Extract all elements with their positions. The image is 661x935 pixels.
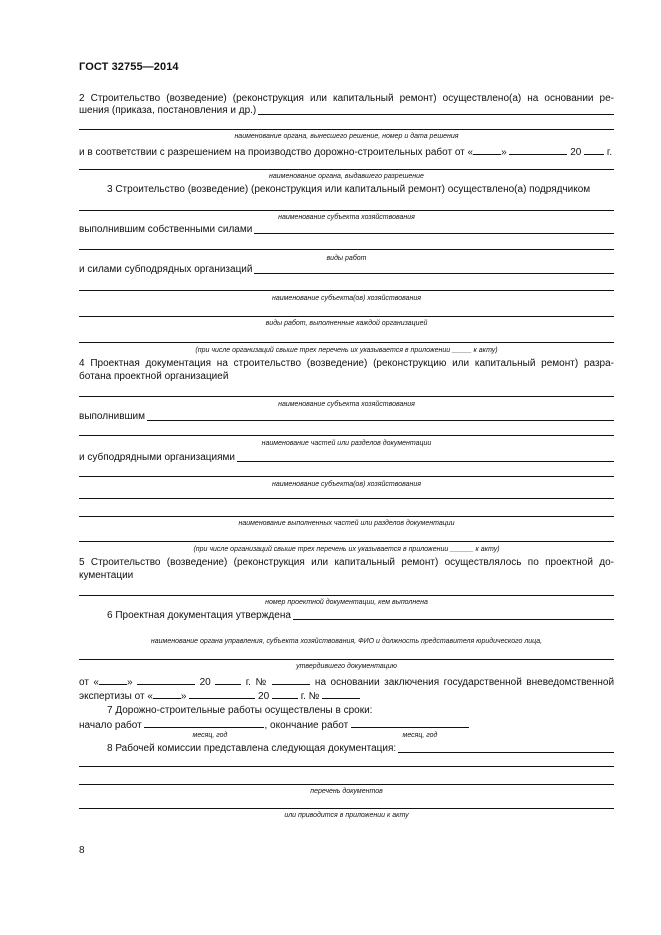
s6-caption-authority: наименование органа управления, субъекта хозяйствования, ФИО и должность представителя юридического лица, xyxy=(150,638,543,645)
s4-line1: 4 Проектная документация на строительство (возведение) (реконструкцию или капитальный ремонт) разра- xyxy=(79,358,614,369)
s6-caption-approver: утвердившего документацию xyxy=(296,663,397,670)
s6-expertise-row xyxy=(79,689,360,703)
s6-expertise-number-field[interactable] xyxy=(322,689,360,699)
s3-caption-appendix: (при числе организаций свыше трех перечень их указывается в приложении _____ к акту) xyxy=(195,347,498,354)
s2-permit-year-suffix: г. xyxy=(606,147,613,158)
s8-docs-label: 8 Рабочей комиссии представлена следующая документация: xyxy=(107,743,397,754)
s4-performed-field[interactable] xyxy=(147,420,614,421)
s3-line1: 3 Строительство (возведение) (реконструкция или капитальный ремонт) осуществлено(а) подрядчиком xyxy=(107,184,591,195)
s2-permit-day-field[interactable] xyxy=(473,145,501,155)
s7-end-label: , окончание работ xyxy=(264,720,349,731)
s4-entities-field[interactable] xyxy=(79,498,614,499)
s6-expertise-day-field[interactable] xyxy=(153,689,181,699)
s6-approver-field[interactable] xyxy=(79,659,614,660)
s8-docs-field-3[interactable] xyxy=(79,784,614,785)
s2-permit-year-field[interactable] xyxy=(584,145,604,155)
s3-caption-entities: наименование субъекта(ов) хозяйствования xyxy=(272,295,421,302)
s8-docs-field-4[interactable] xyxy=(79,808,614,809)
s2-permit-row xyxy=(79,145,612,159)
s6-date-row xyxy=(79,675,614,689)
s6-expertise-year-field[interactable] xyxy=(272,689,298,699)
s3-caption-works: виды работ xyxy=(326,255,367,262)
s2-permit-authority-field[interactable] xyxy=(79,169,614,170)
s6-expertise-century: 20 xyxy=(258,691,270,702)
s6-approved-label: 6 Проектная документация утверждена xyxy=(107,610,291,621)
s3-caption-works-each: виды работ, выполненные каждой организацией xyxy=(265,320,428,327)
s5-project-doc-field[interactable] xyxy=(79,595,614,596)
s4-design-org-field[interactable] xyxy=(79,396,614,397)
s6-date-prefix: от « xyxy=(79,677,99,688)
s3-own-forces-field[interactable] xyxy=(254,233,614,234)
s2-permit-quote: » xyxy=(501,147,507,158)
s4-subcontract-field[interactable] xyxy=(237,461,614,462)
s5-line1: 5 Строительство (возведение) (реконструкция или капитальный ремонт) осуществлялось по проектной до- xyxy=(79,557,614,568)
s4-parts-field[interactable] xyxy=(79,435,614,436)
s3-contractor-field[interactable] xyxy=(79,210,614,211)
s7-end-field[interactable] xyxy=(351,718,469,728)
s6-basis-text: на основании заключения государственной вневедомственной xyxy=(314,677,615,688)
s3-works-each-field-2[interactable] xyxy=(79,342,614,343)
s2-line2-row xyxy=(79,105,614,117)
s7-line1: 7 Дорожно-строительные работы осуществлены в сроки: xyxy=(107,705,373,716)
s5-line2: кументации xyxy=(79,570,134,581)
s4-caption-entities: наименование субъекта(ов) хозяйствования xyxy=(272,481,421,488)
s3-works-field[interactable] xyxy=(79,249,614,250)
s4-subcontract-field-2[interactable] xyxy=(79,476,614,477)
s8-docs-field[interactable] xyxy=(398,752,614,753)
s6-expertise-month-field[interactable] xyxy=(189,689,255,699)
s6-date-day-field[interactable] xyxy=(99,675,127,685)
s6-expertise-quote: » xyxy=(180,691,187,702)
s2-permit-month-field[interactable] xyxy=(509,145,567,155)
s2-decision-field[interactable] xyxy=(258,114,614,115)
s4-subcontract-label: и субподрядными организациями xyxy=(79,452,236,463)
s4-subcontract-row xyxy=(79,452,614,464)
s3-caption-entity: наименование субъекта хозяйствования xyxy=(278,214,415,221)
s3-own-forces-label: выполнившим собственными силами xyxy=(79,224,253,235)
s4-parts-done-field[interactable] xyxy=(79,516,614,517)
s6-date-year-field[interactable] xyxy=(215,675,241,685)
s6-date-century: 20 xyxy=(199,677,211,688)
s5-caption-project-doc: номер проектной документации, кем выполнена xyxy=(265,599,428,606)
s6-approved-field[interactable] xyxy=(293,619,614,620)
s6-date-number-label: г. № xyxy=(245,677,268,688)
s4-caption-appendix: (при числе организаций свыше трех перечень их указывается в приложении ______ к акту) xyxy=(193,546,500,553)
page-number: 8 xyxy=(79,845,85,856)
s2-permit-text: и в соответствии с разрешением на производство дорожно-строительных работ от « xyxy=(79,147,474,158)
s4-performed-row xyxy=(79,411,614,423)
s8-docs-field-2[interactable] xyxy=(79,766,614,767)
s4-caption-entity: наименование субъекта хозяйствования xyxy=(278,401,415,408)
s6-approved-row xyxy=(107,610,614,622)
s7-start-field[interactable] xyxy=(144,718,264,728)
s4-parts-done-field-2[interactable] xyxy=(79,541,614,542)
s7-start-label: начало работ xyxy=(79,720,142,731)
s3-subcontract-field-2[interactable] xyxy=(79,290,614,291)
s4-caption-parts: наименование частей или разделов документации xyxy=(261,440,432,447)
s2-line1: 2 Строительство (возведение) (реконструкция или капитальный ремонт) осуществлено(а) на основании ре- xyxy=(79,93,614,104)
s6-date-quote: » xyxy=(126,677,133,688)
s2-caption-decision: наименование органа, вынесшего решение, номер и дата решения xyxy=(234,133,459,140)
s4-performed-label: выполнившим xyxy=(79,411,145,422)
s4-caption-parts-done: наименование выполненных частей или разделов документации xyxy=(238,520,455,527)
s8-caption-docs: перечень документов xyxy=(310,788,383,795)
s6-expertise-prefix: экспертизы от « xyxy=(79,691,153,702)
standard-title: ГОСТ 32755—2014 xyxy=(79,61,179,73)
s2-permit-century: 20 xyxy=(570,147,582,158)
s2-decision-field-2[interactable] xyxy=(79,129,614,130)
s6-date-number-field[interactable] xyxy=(272,675,310,685)
s7-dates-row xyxy=(79,718,469,732)
s7-caption-start: месяц, год xyxy=(192,732,228,739)
s3-subcontract-row xyxy=(79,264,614,276)
s8-caption-appendix: или приводится в приложении к акту xyxy=(284,812,409,819)
s7-caption-end: месяц, год xyxy=(402,732,438,739)
s4-line2: ботана проектной организацией xyxy=(79,371,229,382)
s3-subcontract-field[interactable] xyxy=(254,273,614,274)
s2-line2: шения (приказа, постановления и др.) xyxy=(79,105,257,116)
s8-docs-row xyxy=(107,743,614,755)
s3-subcontract-label: и силами субподрядных организаций xyxy=(79,264,253,275)
s3-own-forces-row xyxy=(79,224,614,236)
s6-date-month-field[interactable] xyxy=(137,675,195,685)
s3-works-each-field[interactable] xyxy=(79,316,614,317)
s6-expertise-number-label: г. № xyxy=(300,691,320,702)
s2-caption-authority: наименование органа, выдавшего разрешение xyxy=(269,173,424,180)
